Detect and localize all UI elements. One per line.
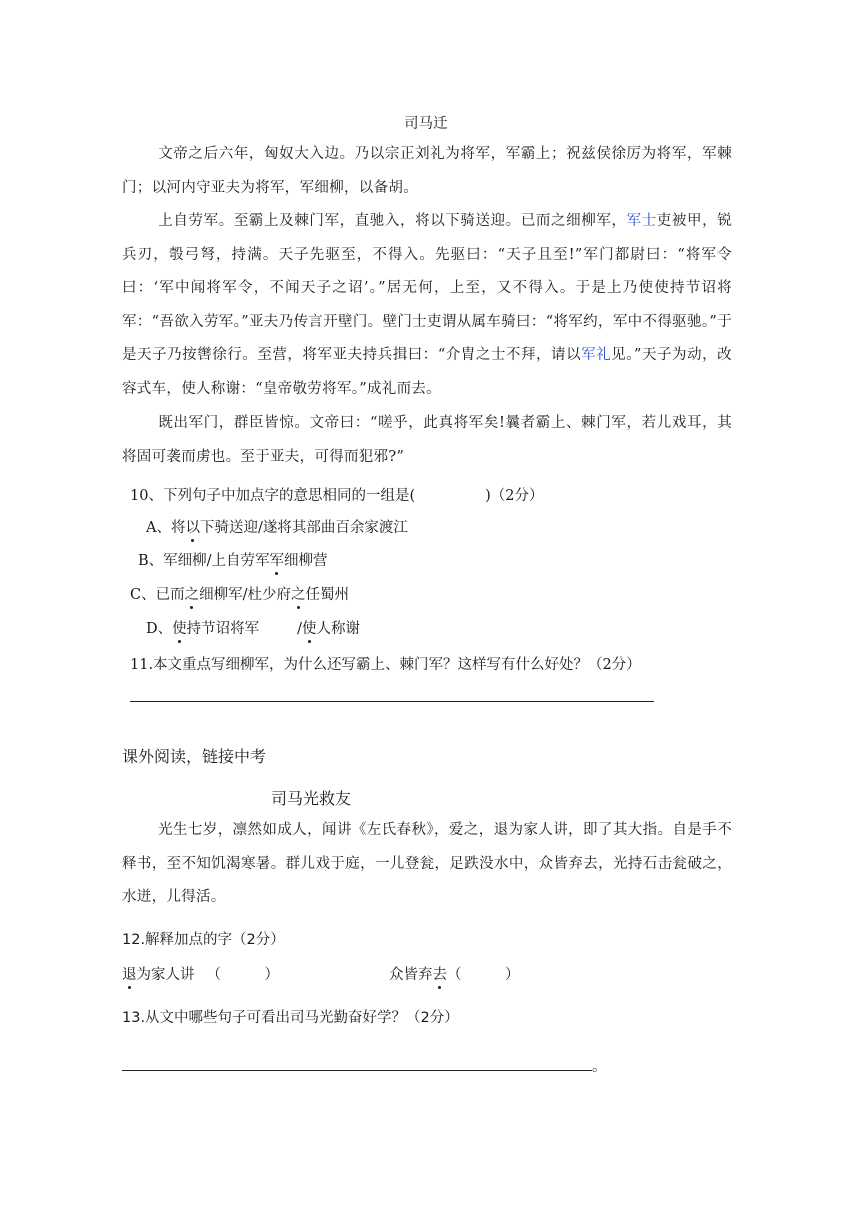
q13-text: 13.从文中哪些句子可看出司马光勤奋好学？（2分） [122, 1010, 459, 1026]
passage2-paragraph [122, 814, 732, 915]
dotted-char: 军 [270, 549, 285, 570]
q13-answer-line[interactable] [122, 1070, 592, 1071]
passage-paragraph-2 [122, 205, 732, 406]
p2-text-c: 见。”天子为动，改容式车，使人称谢：“皇帝敬劳将军。”成礼而去。 [122, 347, 732, 397]
dotted-char: 退 [122, 963, 137, 984]
q10-stem-text: 10、下列句子中加点字的意思相同的一组是( [130, 488, 416, 504]
highlight-junshi: 军士 [626, 213, 657, 229]
q10-stem-score: )（2分） [485, 488, 544, 504]
q12-blank-1[interactable]: （ ） [206, 967, 279, 983]
q11-answer-line[interactable] [130, 701, 654, 702]
passage-author: 司马迁 [404, 116, 448, 132]
dotted-char: 使 [302, 617, 317, 638]
passage-paragraph-3-text: 既出军门，群臣皆惊。文帝曰：“嗟乎，此真将军矣!曩者霸上、棘门军，若儿戏耳，其将固可袭而虏也。至于亚夫，可得而犯邪?” [122, 415, 732, 465]
p2-text-b: 吏被甲，锐兵刃，彀弓弩，持满。天子先驱至，不得入。先驱曰：“天子且至!”军门都尉曰：“将军令曰：‘军中闻将军令，不闻天子之诏’。”居无何，上至，又不得入。于是上乃使使持节诏将军：“吾欲入劳军。”亚夫乃传言开壁门。壁门士吏谓从属车骑曰：“将军约，军中不得驱驰。”于是天子乃按辔徐行。至营，将军亚夫持兵揖曰：“介胄之士不拜，请以 [122, 213, 733, 363]
q12-item-1: 退为家人讲 （ ） [122, 963, 279, 984]
dotted-char: 之 [291, 583, 306, 604]
passage2-paragraph-text: 光生七岁，凛然如成人，闻讲《左氏春秋》，爱之，退为家人讲，即了其大指。自是手不释书，至不知饥渴寒暑。群儿戏于庭，一儿登瓮，足跌没水中，众皆弃去，光持石击瓮破之，水迸，儿得活。 [122, 822, 732, 905]
passage-paragraph-3 [122, 407, 732, 474]
q10-option-a: A、将以下骑送迎/遂将其部曲百余家渡江 [146, 516, 408, 537]
q13-end-mark: 。 [592, 1059, 607, 1075]
q12-blank-2[interactable]: （ ） [447, 967, 520, 983]
q10-option-c: C、已而之细柳军/杜少府之任蜀州 [130, 583, 349, 604]
passage-paragraph-1 [122, 138, 732, 205]
dotted-char: 使 [172, 617, 187, 638]
q12-item-2: 众皆弃去（ ） [389, 963, 520, 984]
q10-option-d: D、使持节诏将军 /使人称谢 [146, 617, 360, 638]
q12-text: 12.解释加点的字（2分） [122, 932, 285, 948]
dotted-char: 之 [185, 583, 200, 604]
highlight-junli: 军礼 [581, 347, 612, 363]
dotted-char: 去 [433, 963, 448, 984]
section-heading: 课外阅读，链接中考 [122, 747, 267, 766]
p2-text-a: 上自劳军。至霸上及棘门军，直驰入，将以下骑送迎。已而之细柳军， [158, 213, 627, 229]
dotted-char: 以 [185, 516, 200, 537]
q10-stem [130, 484, 544, 505]
passage-paragraph-1-text: 文帝之后六年，匈奴大入边。乃以宗正刘礼为将军，军霸上；祝兹侯徐厉为将军，军棘门；以河内守亚夫为将军，军细柳，以备胡。 [122, 146, 732, 196]
q11-text: 11.本文重点写细柳军，为什么还写霸上、棘门军？这样写有什么好处？（2分） [130, 657, 641, 673]
passage2-title: 司马光救友 [271, 789, 352, 808]
q10-option-b: B、军细柳/上自劳军军细柳营 [138, 549, 328, 570]
